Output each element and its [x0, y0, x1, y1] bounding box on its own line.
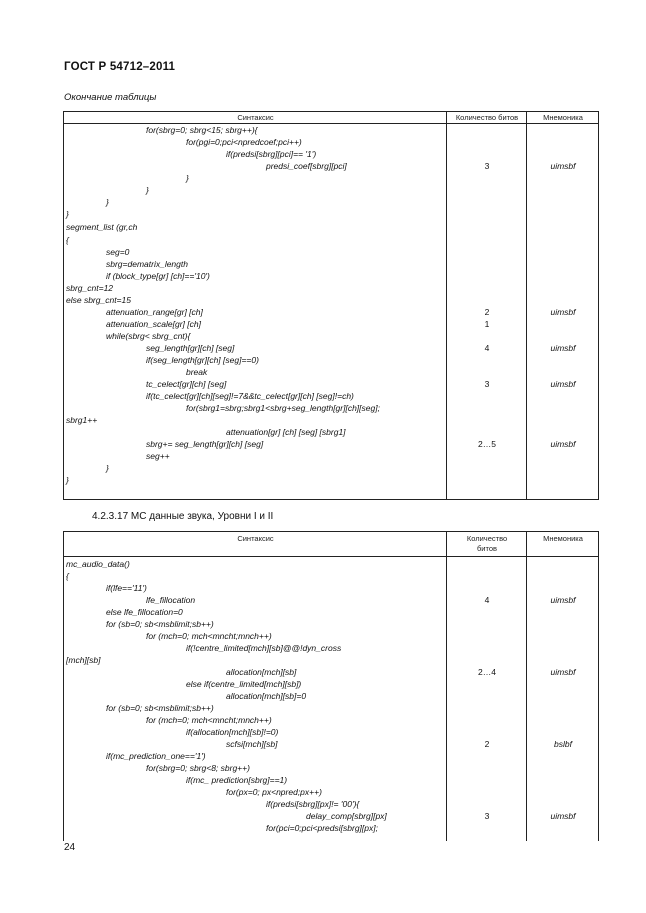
syntax-line: seg_length[gr][ch] [seg]: [146, 343, 235, 353]
mnemonic-value: uimsbf: [550, 811, 576, 821]
document-header-title: ГОСТ Р 54712–2011: [64, 61, 176, 73]
section-heading: 4.2.3.17 MC данные звука, Уровни I и II: [92, 511, 274, 522]
syntax-line: }: [66, 209, 69, 219]
header-bits: Количество битов: [455, 113, 519, 122]
bits-value: 2: [484, 739, 490, 749]
syntax-line: attenuation_scale[gr] [ch]: [106, 319, 201, 329]
syntax-line: sbrg_cnt=12: [66, 283, 114, 293]
syntax-line: seg++: [146, 451, 170, 461]
syntax-line: sbrg1++: [66, 415, 98, 425]
mnemonic-value: uimsbf: [550, 379, 576, 389]
syntax-line: for (mch=0; mch<mncht;mnch++): [146, 715, 272, 725]
table-caption: Окончание таблицы: [64, 92, 157, 103]
header-bits-line2: битов: [477, 544, 497, 553]
header-mnemonic: Мнемоника: [543, 113, 583, 122]
syntax-line: for(px=0; px<npred;px++): [226, 787, 322, 797]
syntax-line: if(predsi[sbrg][pci]== '1'): [226, 149, 317, 159]
bits-value: 1: [484, 319, 490, 329]
syntax-line: else lfe_fillocation=0: [106, 607, 183, 617]
mnemonic-value: uimsbf: [550, 667, 576, 677]
syntax-line: sbrg+= seg_length[gr][ch] [seg]: [146, 439, 264, 449]
syntax-line: mc_audio_data(): [66, 559, 130, 569]
syntax-line: for(pci=0;pci<predsi[sbrg][px];: [266, 823, 378, 833]
column-divider: [526, 532, 527, 841]
header-mnemonic: Мнемоника: [543, 534, 583, 543]
syntax-line: [mch][sb]: [66, 655, 101, 665]
syntax-line: }: [106, 463, 109, 473]
syntax-line: for(sbrg1=sbrg;sbrg1<sbrg+seg_length[gr][ch][seg];: [186, 403, 380, 413]
bits-value: 2…5: [478, 439, 496, 449]
page-number: 24: [64, 842, 76, 853]
bits-value: 3: [484, 811, 490, 821]
syntax-line: if(seg_length[gr][ch] [seg]==0): [146, 355, 259, 365]
mnemonic-value: uimsbf: [550, 343, 576, 353]
bits-value: 4: [484, 595, 490, 605]
mnemonic-value: uimsbf: [550, 161, 576, 171]
syntax-line: if(lfe=='11'): [106, 583, 147, 593]
syntax-line: if(!centre_limited[mch][sb]@@!dyn_cross: [186, 643, 342, 653]
syntax-table-continued: [63, 111, 599, 500]
syntax-line: if(mc_prediction_one=='1'): [106, 751, 206, 761]
mnemonic-value: uimsbf: [550, 439, 576, 449]
bits-value: 3: [484, 161, 490, 171]
syntax-line: tc_celect[gr][ch] [seg]: [146, 379, 227, 389]
bits-value: 3: [484, 379, 490, 389]
syntax-line: break: [186, 367, 208, 377]
syntax-line: else if(centre_limited[mch][sb]): [186, 679, 302, 689]
syntax-line: segment_list (gr,ch: [66, 222, 138, 232]
column-divider: [446, 532, 447, 841]
syntax-line: {: [66, 571, 69, 581]
syntax-line: for(pgi=0;pci<npredcoef;pci++): [186, 137, 302, 147]
syntax-line: if(predsi[sbrg][px]!= '00'){: [266, 799, 360, 809]
syntax-line: if (block_type[gr] [ch]=='10'): [106, 271, 210, 281]
bits-value: 2…4: [478, 667, 496, 677]
syntax-line: for (sb=0; sb<msblimit;sb++): [106, 703, 214, 713]
syntax-line: for (mch=0; mch<mncht;mnch++): [146, 631, 272, 641]
syntax-line: }: [146, 185, 149, 195]
syntax-line: if(allocation[mch][sb]!=0): [186, 727, 279, 737]
syntax-line: attenuation[gr] [ch] [seg] [sbrg1]: [226, 427, 346, 437]
syntax-line: for (sb=0; sb<msblimit;sb++): [106, 619, 214, 629]
bits-value: 2: [484, 307, 490, 317]
table-header-row: [64, 532, 598, 557]
syntax-line: scfsi[mch][sb]: [226, 739, 278, 749]
syntax-line: }: [106, 197, 109, 207]
header-bits-line1: Количество: [466, 534, 508, 543]
table-header-row: [64, 112, 598, 124]
syntax-line: if(tc_celect[gr][ch][seg]!=7&&tc_celect[gr][ch] [seg]!=ch): [146, 391, 354, 401]
syntax-line: {: [66, 235, 69, 245]
syntax-line: delay_comp[sbrg][px]: [306, 811, 387, 821]
syntax-line: seg=0: [106, 247, 130, 257]
mc-audio-data-table: [63, 531, 599, 841]
mnemonic-value: uimsbf: [550, 307, 576, 317]
mnemonic-value: uimsbf: [550, 595, 576, 605]
syntax-line: }: [66, 475, 69, 485]
mnemonic-value: bslbf: [554, 739, 572, 749]
bits-value: 4: [484, 343, 490, 353]
syntax-line: for(sbrg=0; sbrg<15; sbrg++){: [146, 125, 258, 135]
syntax-line: if(mc_ prediction[sbrg]==1): [186, 775, 288, 785]
syntax-line: allocation[mch][sb]=0: [226, 691, 307, 701]
syntax-line: lfe_fillocation: [146, 595, 196, 605]
header-syntax: Синтаксис: [237, 534, 274, 543]
syntax-line: for(sbrg=0; sbrg<8; sbrg++): [146, 763, 250, 773]
header-syntax: Синтаксис: [237, 113, 274, 122]
syntax-line: }: [186, 173, 189, 183]
syntax-line: sbrg=dematrix_length: [106, 259, 188, 269]
syntax-line: while(sbrg< sbrg_cnt){: [106, 331, 191, 341]
syntax-line: allocation[mch][sb]: [226, 667, 297, 677]
syntax-line: attenuation_range[gr] [ch]: [106, 307, 203, 317]
syntax-line: predsi_coef[sbrg][pci]: [266, 161, 347, 171]
syntax-line: else sbrg_cnt=15: [66, 295, 131, 305]
